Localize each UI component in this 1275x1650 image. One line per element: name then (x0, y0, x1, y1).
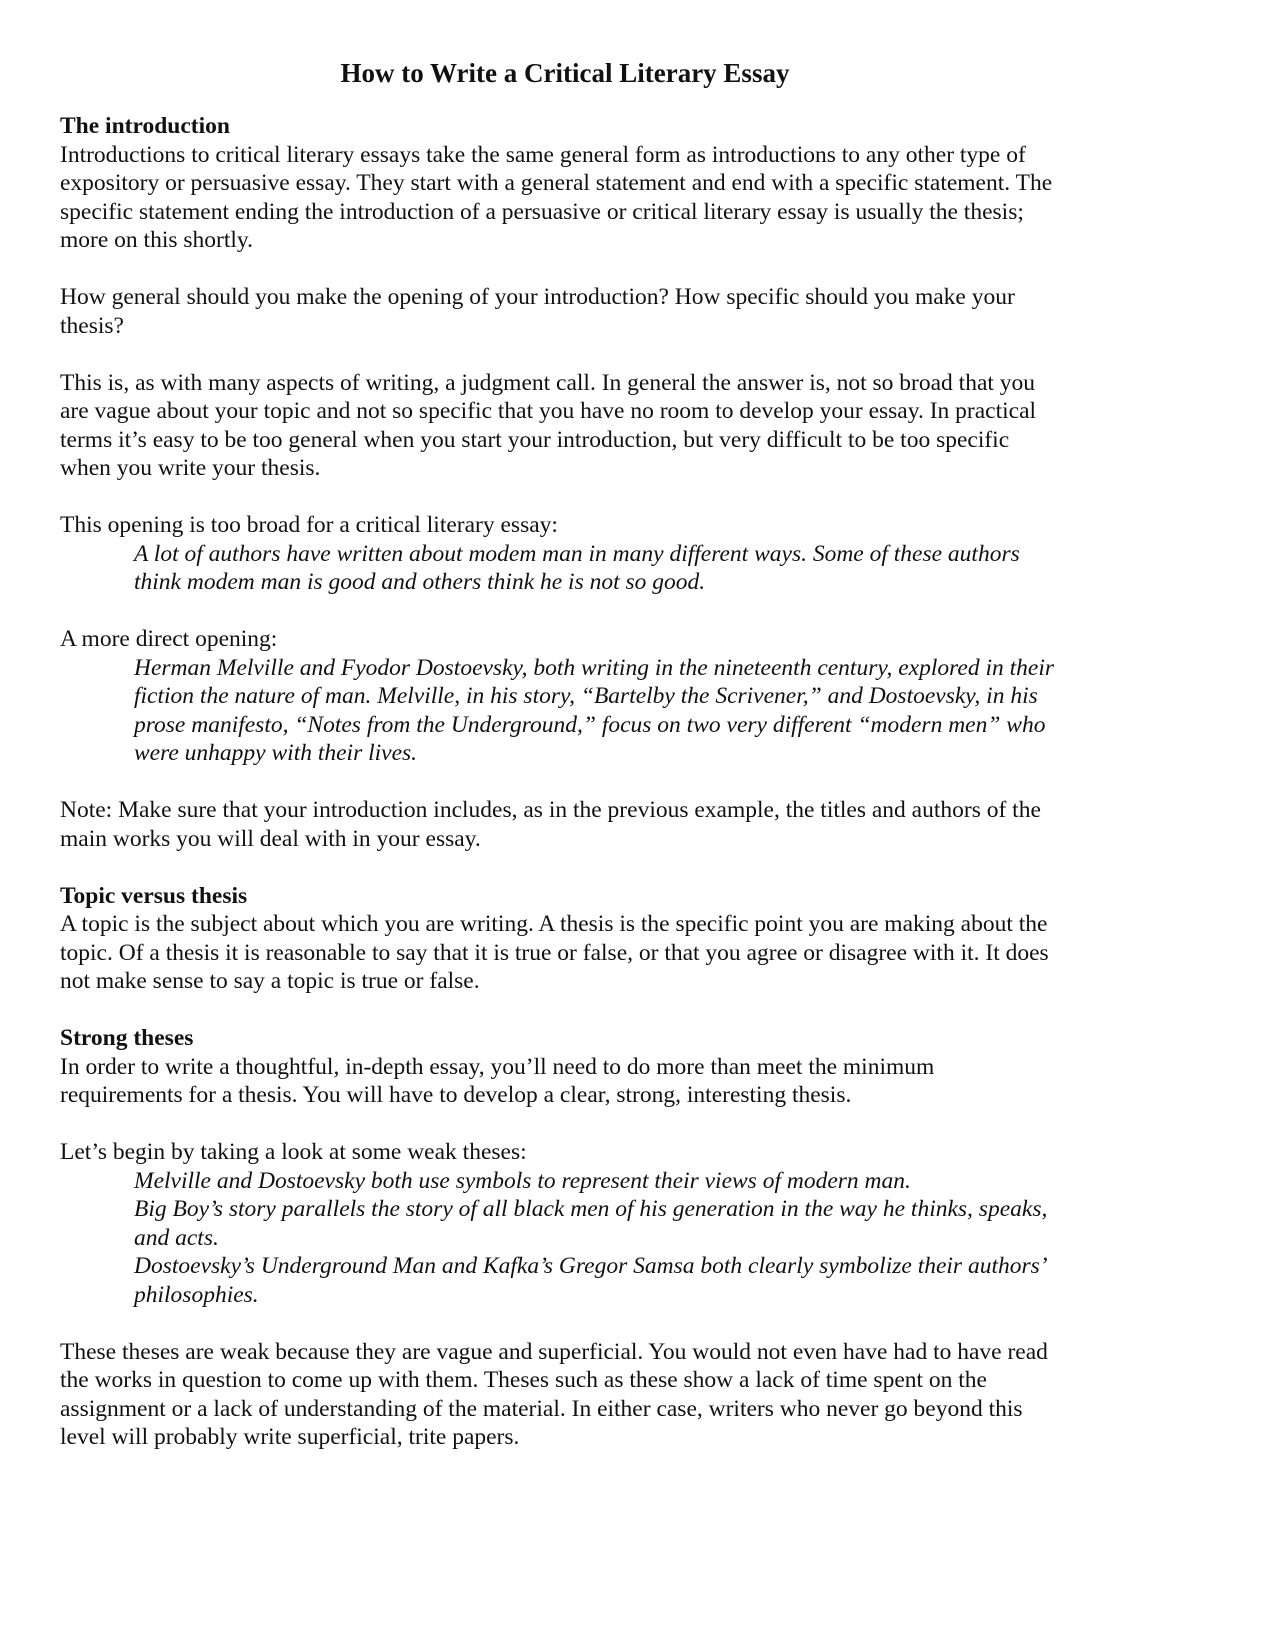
introduction-note: Note: Make sure that your introduction includes, as in the previous example, the titles and authors of the main works you will deal with in your essay. (60, 797, 1041, 852)
introduction-paragraph-2: How general should you make the opening of your introduction? How specific should you make your thesis? (60, 284, 1015, 339)
introduction-paragraph-3: This is, as with many aspects of writing, a judgment call. In general the answer is, not so broad that you are vague about your topic and not so specific that you have no room to develop your essay. In practical terms it’s easy to be too general when you start your introduction, but very difficult to be too specific when you write your thesis. (60, 369, 1037, 481)
section-heading-topic-thesis: Topic versus thesis (60, 882, 248, 909)
weak-thesis-example-2: Big Boy’s story parallels the story of all black men of his generation in the way he thinks, speaks, and acts. (134, 1196, 1048, 1251)
introduction-paragraph-1: Introductions to critical literary essays take the same general form as introductions to any other type of expository or persuasive essay. They start with a general statement and end with a specific statement. The specific statement ending the introduction of a persuasive or critical literary essay is usually the thesis; more on this shortly. (60, 141, 1053, 253)
topic-thesis-paragraph: A topic is the subject about which you are writing. A thesis is the specific point you are making about the topic. Of a thesis it is reasonable to say that it is true or false, or that you agree or disagree with it. It does not make sense to say a topic is true or false. (60, 911, 1049, 994)
weak-thesis-example-1: Melville and Dostoevsky both use symbols to represent their views of modern man. (134, 1167, 911, 1194)
broad-opening-lead: This opening is too broad for a critical literary essay: (60, 512, 558, 538)
document-page (60, 56, 1060, 1452)
weak-thesis-example-3: Dostoevsky’s Underground Man and Kafka’s Gregor Samsa both clearly symbolize their authors’ philosophies. (134, 1253, 1045, 1308)
broad-opening-example: A lot of authors have written about modem man in many different ways. Some of these authors think modem man is good and others think he is not so good. (134, 540, 1020, 595)
weak-theses-lead: Let’s begin by taking a look at some weak theses: (60, 1139, 527, 1165)
section-heading-strong-theses: Strong theses (60, 1025, 194, 1051)
strong-theses-paragraph-1: In order to write a thoughtful, in-depth essay, you’ll need to do more than meet the minimum requirements for a thesis. You will have to develop a clear, strong, interesting thesis. (60, 1053, 935, 1108)
direct-opening-example: Herman Melville and Fyodor Dostoevsky, both writing in the nineteenth century, explored in their fiction the nature of man. Melville, in his story, “Bartelby the Scrivener,” and Dostoevsky, in his prose manifesto, “Notes from the Underground,” focus on two very different “modern men” who were unhappy with their lives. (134, 654, 1054, 766)
page-title: How to Write a Critical Literary Essay (340, 58, 790, 88)
section-heading-introduction: The introduction (60, 113, 230, 139)
strong-theses-paragraph-2: These theses are weak because they are vague and superficial. You would not even have had to have read the works in question to come up with them. Theses such as these show a lack of time spent on the assignment or a lack of understanding of the material. In either case, writers who never go beyond this level will probably write superficial, trite papers. (60, 1338, 1048, 1450)
direct-opening-lead: A more direct opening: (60, 626, 278, 652)
